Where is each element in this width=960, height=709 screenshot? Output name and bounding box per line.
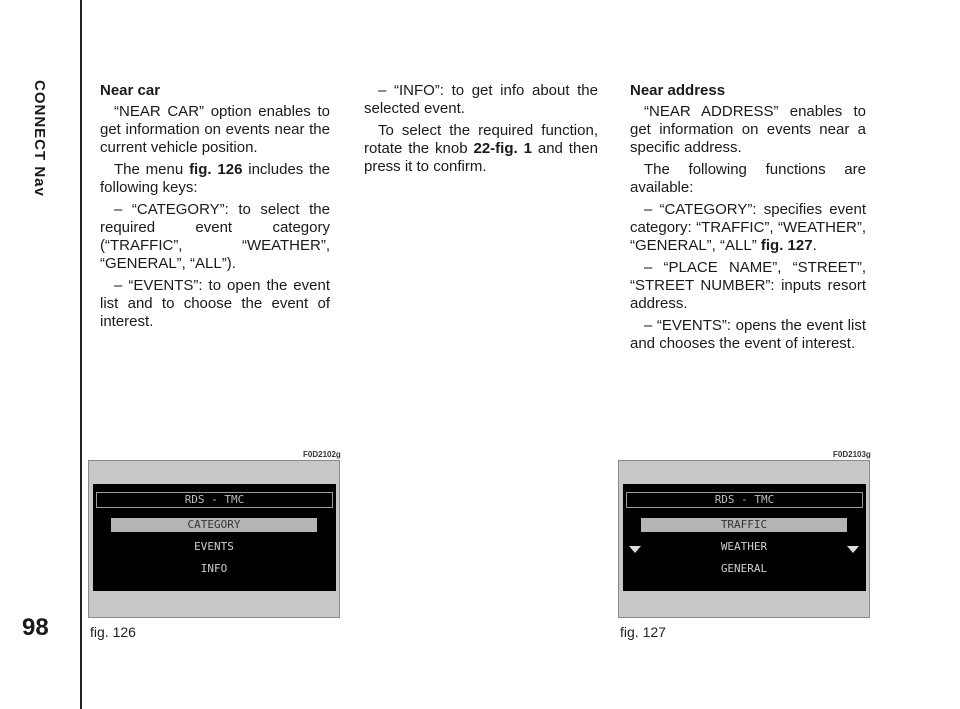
menu-item-selected: TRAFFIC bbox=[641, 518, 847, 532]
screen-title: RDS - TMC bbox=[626, 492, 863, 508]
paragraph: – “PLACE NAME”, “STREET”, “STREET NUMBER”: inputs resort address. bbox=[630, 259, 866, 312]
paragraph: “NEAR CAR” option enables to get information on events near the current vehicle position. bbox=[100, 103, 330, 156]
figure-reference: 22-fig. 1 bbox=[473, 140, 532, 157]
display-screen bbox=[93, 484, 336, 591]
figure-reference: fig. 127 bbox=[760, 237, 813, 254]
column-continued bbox=[364, 82, 598, 176]
menu-item: WEATHER bbox=[720, 540, 768, 553]
paragraph: “NEAR ADDRESS” enables to get information on events near a specific address. bbox=[630, 103, 866, 156]
section-label: CONNECT Nav bbox=[31, 80, 48, 197]
paragraph: – “EVENTS”: to open the event list and to choose the event of interest. bbox=[100, 277, 330, 330]
paragraph: – “CATEGORY”: to select the required event category (“TRAFFIC”, “WEATHER”, “GENERAL”, “ALL”). bbox=[100, 201, 330, 272]
figure-code: F0D2102g bbox=[303, 450, 341, 459]
paragraph: The following functions are available: bbox=[630, 161, 866, 196]
margin-rule bbox=[80, 0, 82, 709]
figure-code: F0D2103g bbox=[833, 450, 871, 459]
menu-item-selected: CATEGORY bbox=[111, 518, 317, 532]
paragraph: To select the required function, rotate the knob 22-fig. 1 and then press it to confirm. bbox=[364, 122, 598, 175]
paragraph: – “CATEGORY”: specifies event category: “TRAFFIC”, “WEATHER”, “GENERAL”, “ALL” fig. 127. bbox=[630, 201, 866, 254]
menu-item: GENERAL bbox=[720, 562, 768, 575]
triangle-down-icon bbox=[847, 546, 859, 553]
paragraph: – “EVENTS”: opens the event list and chooses the event of interest. bbox=[630, 317, 866, 352]
figure-126-display bbox=[88, 460, 340, 618]
figure-caption: fig. 126 bbox=[90, 624, 136, 640]
triangle-down-icon bbox=[629, 546, 641, 553]
figure-127-display bbox=[618, 460, 870, 618]
column-near-address bbox=[630, 82, 866, 353]
column-near-car bbox=[100, 82, 330, 331]
heading-near-car: Near car bbox=[100, 82, 161, 99]
figure-caption: fig. 127 bbox=[620, 624, 666, 640]
figure-reference: fig. 126 bbox=[189, 161, 243, 178]
paragraph: The menu fig. 126 includes the following keys: bbox=[100, 161, 330, 196]
heading-near-address: Near address bbox=[630, 82, 726, 99]
menu-item: INFO bbox=[200, 562, 228, 575]
display-screen bbox=[623, 484, 866, 591]
menu-item: EVENTS bbox=[194, 540, 234, 553]
page-number: 98 bbox=[22, 614, 49, 641]
paragraph: – “INFO”: to get info about the selected event. bbox=[364, 82, 598, 117]
screen-title: RDS - TMC bbox=[96, 492, 333, 508]
